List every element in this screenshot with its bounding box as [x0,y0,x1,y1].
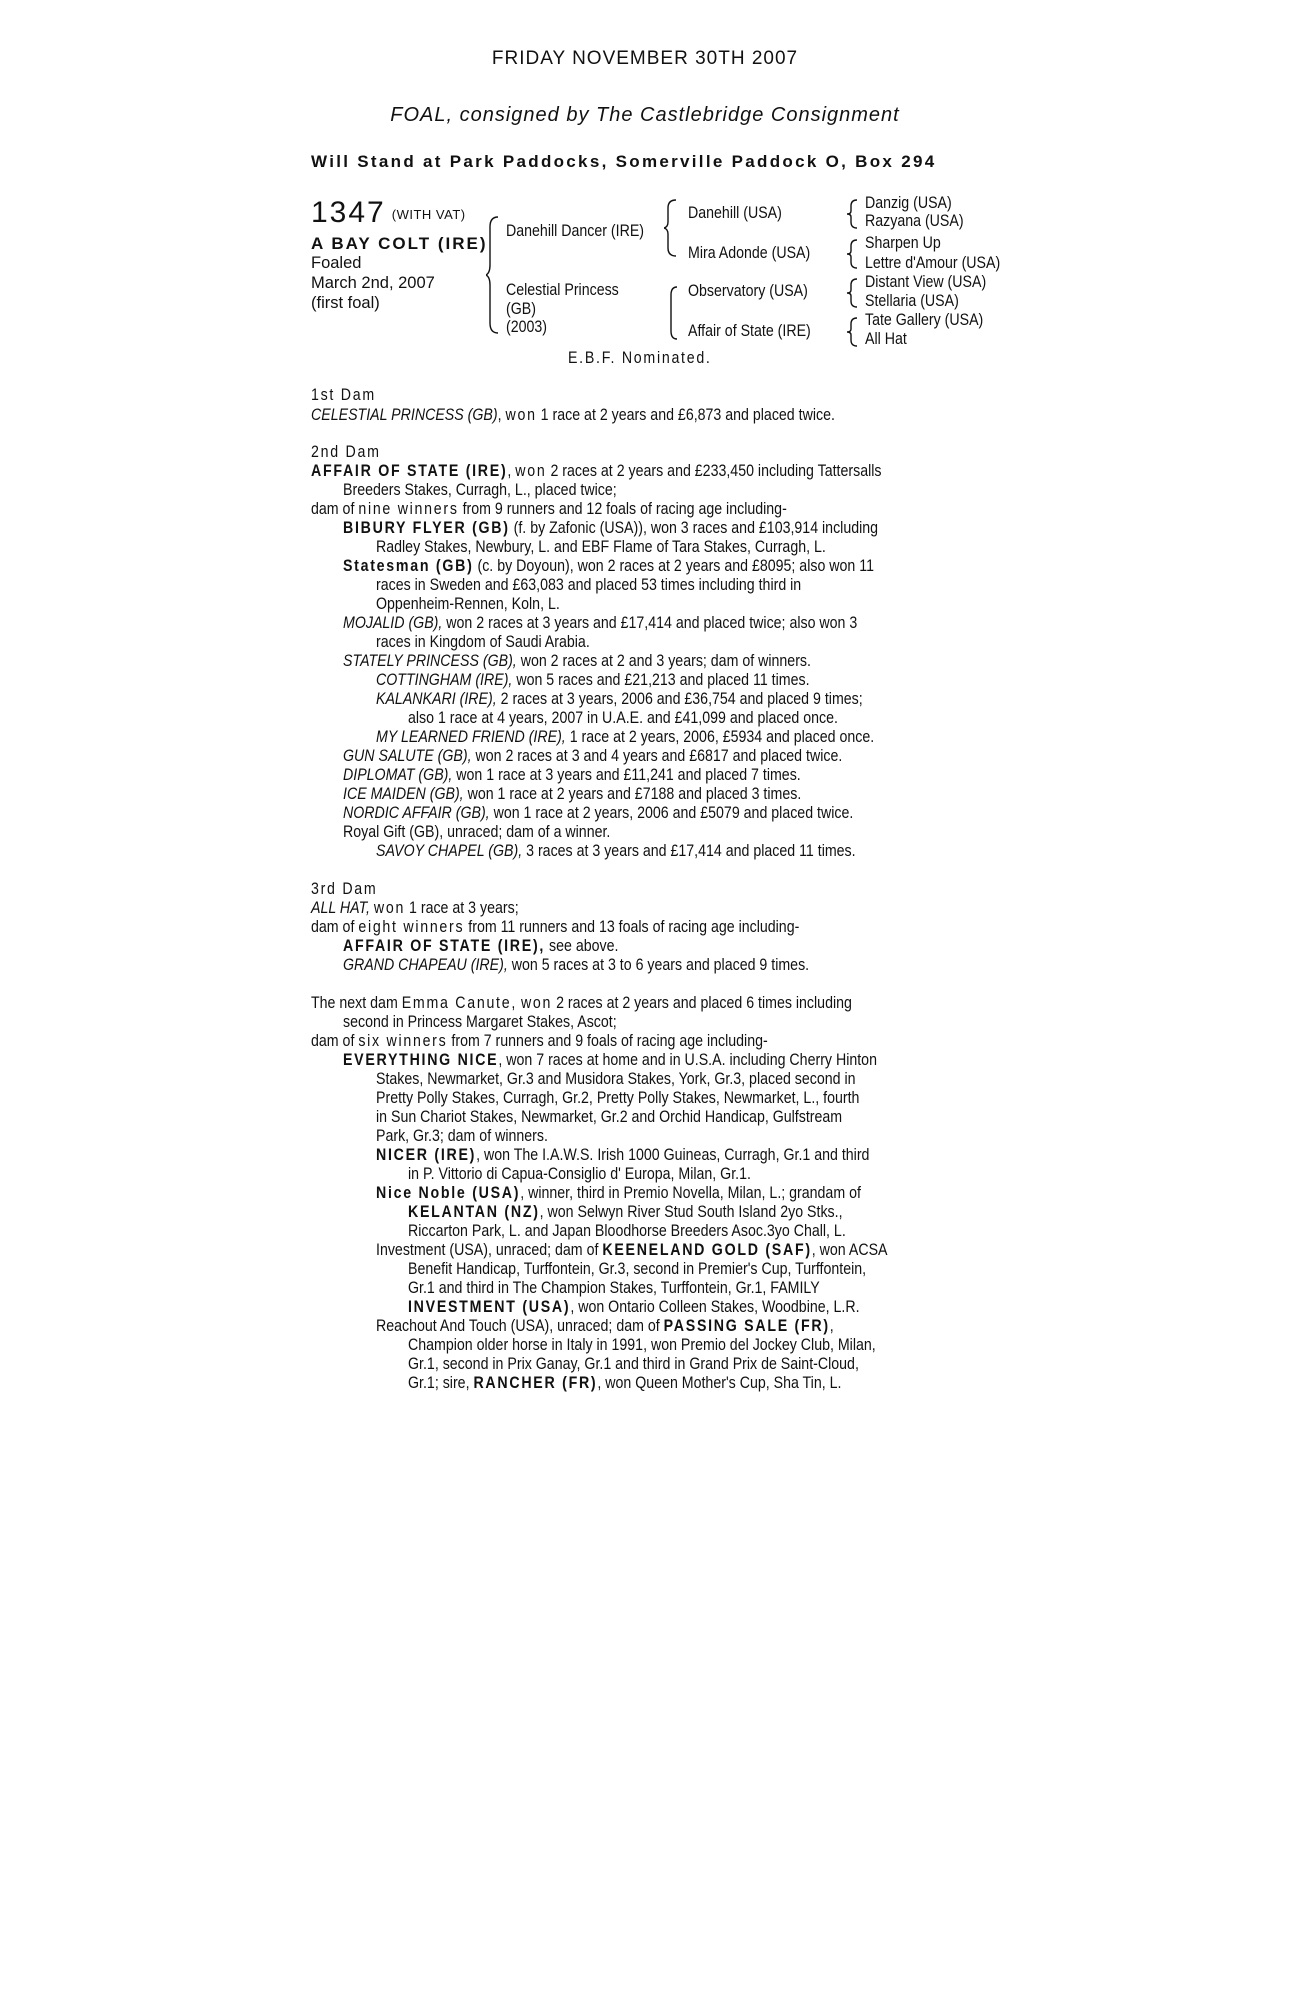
produce-mojalid-cont: races in Kingdom of Saudi Arabia. [376,633,590,651]
horse-name: KEENELAND GOLD (SAF) [602,1241,812,1259]
third-dam-record [311,899,519,918]
lot-number-block [311,196,466,230]
horse-name: KELANTAN (NZ) [408,1203,540,1221]
horse-record: , won Selwyn River Stud South Island 2yo Stks., [539,1203,843,1221]
horse-record-tail: , won Queen Mother's Cup, Sha Tin, L. [597,1374,842,1392]
foaled-date: March 2nd, 2007 [311,274,435,292]
g-brace-2 [847,238,859,270]
produce-passing-sale-cont1: Champion older horse in Italy in 1991, won Premio del Jockey Club, Milan, [408,1336,876,1354]
horse-record: , won The I.A.W.S. Irish 1000 Guineas, Curragh, Gr.1 and third [476,1146,870,1164]
horse-record: won 1 race at 2 years, 2006 and £5079 and placed twice. [493,804,854,822]
horse-name: EVERYTHING NICE [343,1051,499,1069]
vat-note: (WITH VAT) [391,207,466,222]
horse-record: won 5 races and £21,213 and placed 11 times. [516,671,810,689]
horse-record: Investment (USA), unraced; dam of [376,1241,599,1259]
produce-my-learned-friend [376,728,874,747]
horse-record: Reachout And Touch (USA), unraced; dam of [376,1317,660,1335]
horse-record: won 1 race at 2 years and £7188 and placed 3 times. [467,785,802,803]
horse-record: , won Ontario Colleen Stakes, Woodbine, L.R. [570,1298,860,1316]
produce-investment-cont2: Gr.1 and third in The Champion Stakes, Turffontein, Gr.1, FAMILY [408,1279,820,1297]
won-word: won [515,462,547,480]
dam-name-line2: (GB) [506,300,536,318]
gg-3: Sharpen Up [865,234,941,252]
winners-count: nine winners [358,500,459,518]
horse-record: won 2 races at 2 and 3 years; dam of winners. [520,652,811,670]
horse-name: SAVOY CHAPEL (GB), [376,842,523,860]
horse-record-tail: , [829,1317,834,1335]
won-word: won [505,406,537,424]
lot-title: A BAY COLT (IRE) [311,234,488,253]
horse-record: won 1 race at 3 years and £11,241 and placed 7 times. [456,766,801,784]
produce-investment-cont1: Benefit Handicap, Turffontein, Gr.3, second in Premier's Cup, Turffontein, [408,1260,867,1278]
produce-bibury-flyer [343,519,878,538]
stand-location: Will Stand at Park Paddocks, Somerville Paddock O, Box 294 [311,152,937,171]
next-dam-text1: 2 races at 2 years and placed 6 times including [556,994,852,1012]
produce-statesman [343,557,874,576]
horse-record: , winner, third in Premio Novella, Milan, L.; grandam of [520,1184,861,1202]
horse-name: GRAND CHAPEAU (IRE), [343,956,508,974]
horse-record: won 2 races at 3 and 4 years and £6817 and placed twice. [475,747,843,765]
produce-cottingham [376,671,810,690]
lot-number: 1347 [311,196,386,229]
horse-record: Gr.1; sire, [408,1374,470,1392]
produce-family-investment [408,1298,860,1317]
third-dam-text: 1 race at 3 years; [409,899,519,917]
horse-name: ICE MAIDEN (GB), [343,785,464,803]
produce-everything-nice-cont3: in Sun Chariot Stakes, Newmarket, Gr.2 and Orchid Handicap, Gulfstream [376,1108,843,1126]
sale-date: FRIDAY NOVEMBER 30TH 2007 [491,48,799,69]
produce-passing-sale-cont2: Gr.1, second in Prix Ganay, Gr.1 and third in Grand Prix de Saint-Cloud, [408,1355,859,1373]
horse-record-tail: , won ACSA [811,1241,888,1259]
consignment-line: FOAL, consigned by The Castlebridge Consignment [390,104,900,126]
horse-name: MY LEARNED FRIEND (IRE), [376,728,566,746]
horse-record: won 5 races at 3 to 6 years and placed 9 times. [511,956,810,974]
horse-name: Statesman (GB) [343,557,474,575]
horse-name: RANCHER (FR) [473,1374,598,1392]
winners-count: eight winners [358,918,465,936]
horse-record: 3 races at 3 years and £17,414 and placed 11 times. [526,842,856,860]
third-dam-name: ALL HAT, [311,899,370,917]
gg-2: Razyana (USA) [865,212,964,230]
second-dam-record-1: AFFAIR OF STATE (IRE), won 2 races at 2 years and £233,450 including Tattersalls [311,462,882,480]
produce-ice-maiden [343,785,801,804]
horse-record: 2 races at 3 years, 2006 and £36,754 and placed 9 times; [500,690,863,708]
horse-name: STATELY PRINCESS (GB), [343,652,517,670]
produce-everything-nice [343,1051,877,1070]
produce-statesman-cont1: races in Sweden and £63,083 and placed 53 times including third in [376,576,802,594]
second-dam-text1: 2 races at 2 years and £233,450 including Tattersalls [550,462,882,480]
produce-kalankari-cont: also 1 race at 4 years, 2007 in U.A.E. and £41,099 and placed once. [408,709,838,727]
first-foal-note: (first foal) [311,294,380,312]
produce-kalankari [376,690,863,709]
next-dam-intro: The next dam [311,994,398,1012]
horse-name: KALANKARI (IRE), [376,690,497,708]
produce-nicer [376,1146,869,1165]
produce-affair-of-state [343,937,618,956]
produce-kelantan-cont: Riccarton Park, L. and Japan Bloodhorse Breeders Asoc.3yo Chall, L. [408,1222,846,1240]
g-brace-4 [847,316,859,348]
produce-everything-nice-cont2: Pretty Polly Stakes, Curragh, Gr.2, Pretty Polly Stakes, Newmarket, L., fourth [376,1089,860,1107]
produce-mojalid [343,614,857,633]
horse-name: COTTINGHAM (IRE), [376,671,513,689]
horse-name: NORDIC AFFAIR (GB), [343,804,490,822]
produce-statesman-cont2: Oppenheim-Rennen, Koln, L. [376,595,560,613]
second-dam-name: AFFAIR OF STATE (IRE) [311,462,508,480]
first-dam-name: CELESTIAL PRINCESS (GB) [311,406,498,424]
horse-name: NICER (IRE) [376,1146,477,1164]
produce-summary: from 7 runners and 9 foals of racing age including- [451,1032,768,1050]
horse-name: AFFAIR OF STATE (IRE), [343,937,546,955]
dam-sire: Observatory (USA) [688,282,808,300]
third-dam-heading: 3rd Dam [311,880,378,898]
third-dam-produce-intro [311,918,799,937]
produce-nice-noble [376,1184,861,1203]
produce-nicer-cont: in P. Vittorio di Capua-Consiglio d' Europa, Milan, Gr.1. [408,1165,751,1183]
foaled-label: Foaled [311,254,362,272]
gg-5: Distant View (USA) [865,273,987,291]
horse-name: PASSING SALE (FR) [663,1317,830,1335]
produce-investment [376,1241,887,1260]
produce-diplomat [343,766,801,785]
dam-dam: Affair of State (IRE) [688,322,811,340]
gg-7: Tate Gallery (USA) [865,311,984,329]
produce-royal-gift: Royal Gift (GB), unraced; dam of a winner. [343,823,611,841]
horse-name: DIPLOMAT (GB), [343,766,453,784]
horse-record: (c. by Doyoun), won 2 races at 2 years and £8095; also won 11 [477,557,874,575]
horse-record: , won 7 races at home and in U.S.A. including Cherry Hinton [498,1051,877,1069]
produce-summary: from 9 runners and 12 foals of racing age including- [462,500,787,518]
won-word: won [520,994,553,1012]
produce-bibury-flyer-cont: Radley Stakes, Newbury, L. and EBF Flame of Tara Stakes, Curragh, L. [376,538,826,556]
first-dam-heading: 1st Dam [311,386,376,404]
winners-count: six winners [358,1032,448,1050]
produce-summary: from 11 runners and 13 foals of racing age including- [468,918,800,936]
gg-4: Lettre d'Amour (USA) [865,254,1001,272]
g-brace-1 [847,198,859,230]
produce-kelantan [408,1203,843,1222]
dam-of-label: dam of [311,500,355,518]
horse-record: see above. [549,937,619,955]
horse-record: 1 race at 2 years, 2006, £5934 and placed once. [569,728,875,746]
gg-8: All Hat [865,330,907,348]
dam-name-line3: (2003) [506,318,548,336]
produce-stately-princess [343,652,811,671]
ebf-note: E.B.F. Nominated. [568,349,712,367]
next-dam-record-1 [311,994,852,1013]
horse-name: MOJALID (GB), [343,614,443,632]
sire-sire: Danehill (USA) [688,204,782,222]
second-dam-record-2: Breeders Stakes, Curragh, L., placed twice; [343,481,617,499]
horse-record: won 2 races at 3 years and £17,414 and placed twice; also won 3 [446,614,858,632]
pedigree-main-brace [486,215,500,335]
first-dam-record: CELESTIAL PRINCESS (GB), won 1 race at 2 years and £6,873 and placed twice. [311,406,835,424]
produce-gun-salute [343,747,842,766]
horse-name: INVESTMENT (USA) [408,1298,571,1316]
gg-1: Danzig (USA) [865,194,952,212]
produce-everything-nice-cont4: Park, Gr.3; dam of winners. [376,1127,548,1145]
dam-of-label: dam of [311,918,355,936]
next-dam-name: Emma Canute, [401,994,517,1012]
second-dam-produce-intro [311,500,787,519]
horse-name: GUN SALUTE (GB), [343,747,472,765]
dam-of-label: dam of [311,1032,355,1050]
won-word: won [373,899,406,917]
sire-brace [664,198,678,258]
horse-name: Nice Noble (USA) [376,1184,521,1202]
g-brace-3 [847,277,859,309]
gg-6: Stellaria (USA) [865,292,959,310]
dam-name-line1: Celestial Princess [506,281,619,299]
produce-savoy-chapel [376,842,856,861]
produce-rancher [408,1374,841,1393]
produce-nordic-affair [343,804,853,823]
dam-brace [667,285,679,341]
next-dam-produce-intro [311,1032,768,1051]
produce-everything-nice-cont1: Stakes, Newmarket, Gr.3 and Musidora Stakes, York, Gr.3, placed second in [376,1070,856,1088]
next-dam-record-2: second in Princess Margaret Stakes, Ascot; [343,1013,617,1031]
horse-name: BIBURY FLYER (GB) [343,519,510,537]
produce-reachout-and-touch [376,1317,834,1336]
first-dam-text: 1 race at 2 years and £6,873 and placed twice. [540,406,835,424]
horse-record: (f. by Zafonic (USA)), won 3 races and £103,914 including [513,519,879,537]
sire-dam: Mira Adonde (USA) [688,244,811,262]
produce-grand-chapeau [343,956,809,975]
sire-name: Danehill Dancer (IRE) [506,222,645,240]
second-dam-heading: 2nd Dam [311,443,381,461]
